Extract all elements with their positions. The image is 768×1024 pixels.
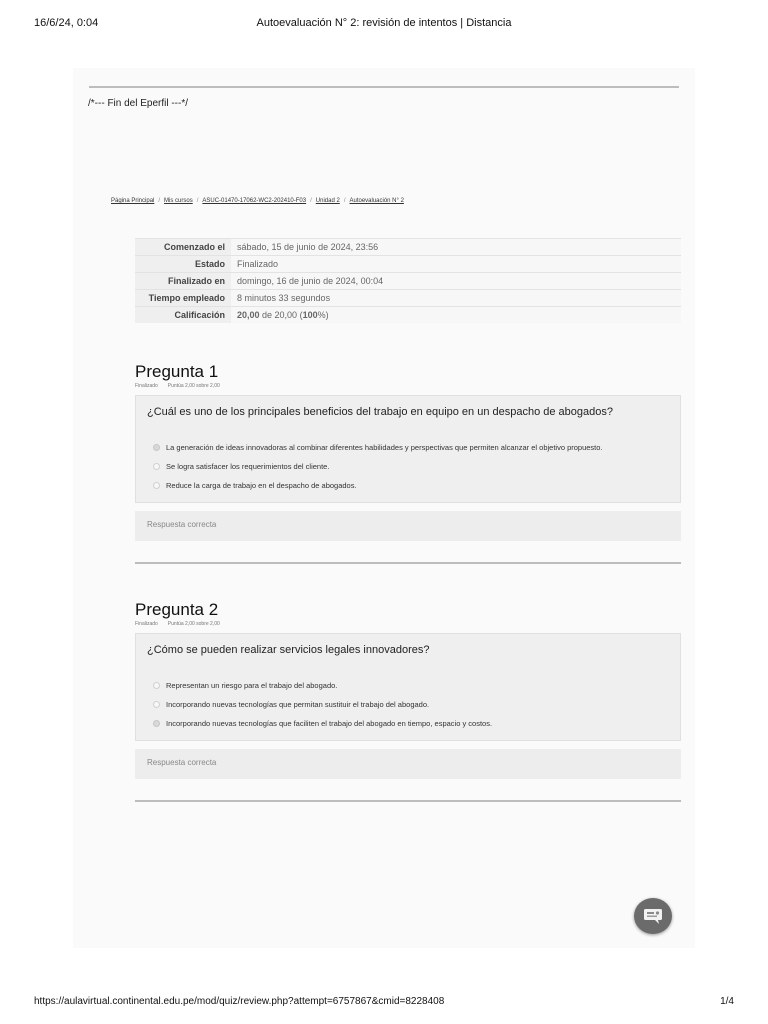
answer-option[interactable] [153, 457, 670, 476]
top-divider [89, 86, 679, 88]
summary-row-finished [135, 273, 681, 290]
radio-icon[interactable] [153, 682, 160, 689]
question-points: Puntúa 2,00 sobre 2,00 [167, 621, 220, 627]
summary-label: Calificación [135, 307, 231, 324]
question-text: ¿Cuál es uno de los principales beneficios del trabajo en equipo en un despacho de abogados? [147, 406, 614, 418]
summary-label: Tiempo empleado [135, 290, 231, 307]
print-header [34, 17, 734, 31]
grade-percent: 100 [302, 310, 318, 320]
summary-row-state [135, 256, 681, 273]
grade-of: de 20,00 ( [259, 310, 303, 320]
summary-value: 8 minutos 33 segundos [231, 290, 681, 307]
print-url: https://aulavirtual.continental.edu.pe/mod/quiz/review.php?attempt=6757867&cmid=8228408 [34, 996, 445, 1007]
radio-icon[interactable] [153, 720, 160, 727]
print-page-number: 1/4 [720, 996, 734, 1007]
question-meta [135, 621, 681, 629]
answer-feedback [135, 511, 681, 541]
answer-option[interactable] [153, 695, 670, 714]
answer-feedback [135, 749, 681, 779]
question-divider [135, 562, 681, 564]
chat-button[interactable] [634, 898, 672, 934]
radio-icon[interactable] [153, 463, 160, 470]
summary-row-started [135, 239, 681, 256]
page-content [73, 68, 695, 948]
answer-options [153, 676, 670, 733]
question-text: ¿Cómo se pueden realizar servicios legales innovadores? [147, 644, 430, 656]
answer-option[interactable] [153, 676, 670, 695]
answer-option-label: La generación de ideas innovadoras al combinar diferentes habilidades y perspectivas que permiten alcanzar el objetivo propuesto. [166, 443, 603, 452]
answer-option-label: Incorporando nuevas tecnologías que faciliten el trabajo del abogado en tiempo, espacio y costos. [166, 719, 493, 728]
summary-row-time [135, 290, 681, 307]
answer-option[interactable] [153, 714, 670, 733]
question-divider [135, 800, 681, 802]
answer-options [153, 438, 670, 495]
summary-label: Estado [135, 256, 231, 273]
summary-label: Finalizado en [135, 273, 231, 290]
answer-option[interactable] [153, 438, 670, 457]
summary-value [231, 307, 681, 324]
print-footer [34, 996, 734, 1010]
answer-option[interactable] [153, 476, 670, 495]
radio-icon[interactable] [153, 701, 160, 708]
summary-label: Comenzado el [135, 239, 231, 256]
answer-option-label: Se logra satisfacer los requerimientos del cliente. [166, 462, 330, 471]
breadcrumb-link-my-courses[interactable]: Mis cursos [164, 198, 193, 204]
breadcrumb-separator: / [310, 198, 312, 204]
answer-option-label: Representan un riesgo para el trabajo del abogado. [166, 681, 338, 690]
answer-option-label: Reduce la carga de trabajo en el despacho de abogados. [166, 481, 357, 490]
breadcrumb-link-course[interactable]: ASUC-01470-17062-WC2-202410-F03 [202, 198, 307, 204]
breadcrumb-separator: / [196, 198, 199, 204]
breadcrumb [111, 198, 404, 204]
breadcrumb-link-quiz[interactable]: Autoevaluación N° 2 [349, 198, 404, 204]
question-points: Puntúa 2,00 sobre 2,00 [167, 383, 220, 389]
chat-bubble-icon [643, 907, 663, 925]
question-title: Pregunta 1 [135, 362, 219, 381]
grade-close: %) [317, 310, 329, 320]
question-title: Pregunta 2 [135, 600, 219, 619]
print-page-title: Autoevaluación N° 2: revisión de intentos | Distancia [256, 17, 512, 29]
question-content [135, 633, 681, 741]
breadcrumb-link-unit[interactable]: Unidad 2 [315, 198, 340, 204]
attempt-summary-table [135, 238, 681, 323]
question-content [135, 395, 681, 503]
feedback-text: Respuesta correcta [147, 520, 217, 529]
question-block [135, 362, 681, 564]
grade-score: 20,00 [237, 310, 260, 320]
radio-icon[interactable] [153, 482, 160, 489]
css-comment-text: /*--- Fin del Eperfil ---*/ [88, 98, 189, 109]
breadcrumb-link-home[interactable]: Página Principal [111, 198, 155, 204]
breadcrumb-separator: / [158, 198, 161, 204]
summary-value: sábado, 15 de junio de 2024, 23:56 [231, 239, 681, 256]
question-status: Finalizado [135, 383, 158, 389]
radio-icon[interactable] [153, 444, 160, 451]
print-date: 16/6/24, 0:04 [34, 17, 99, 29]
question-status: Finalizado [135, 621, 158, 627]
summary-value: domingo, 16 de junio de 2024, 00:04 [231, 273, 681, 290]
question-meta [135, 383, 681, 391]
summary-row-grade [135, 307, 681, 324]
question-block [135, 600, 681, 802]
breadcrumb-separator: / [343, 198, 346, 204]
feedback-text: Respuesta correcta [147, 758, 217, 767]
summary-value: Finalizado [231, 256, 681, 273]
answer-option-label: Incorporando nuevas tecnologías que permitan sustituir el trabajo del abogado. [166, 700, 430, 709]
